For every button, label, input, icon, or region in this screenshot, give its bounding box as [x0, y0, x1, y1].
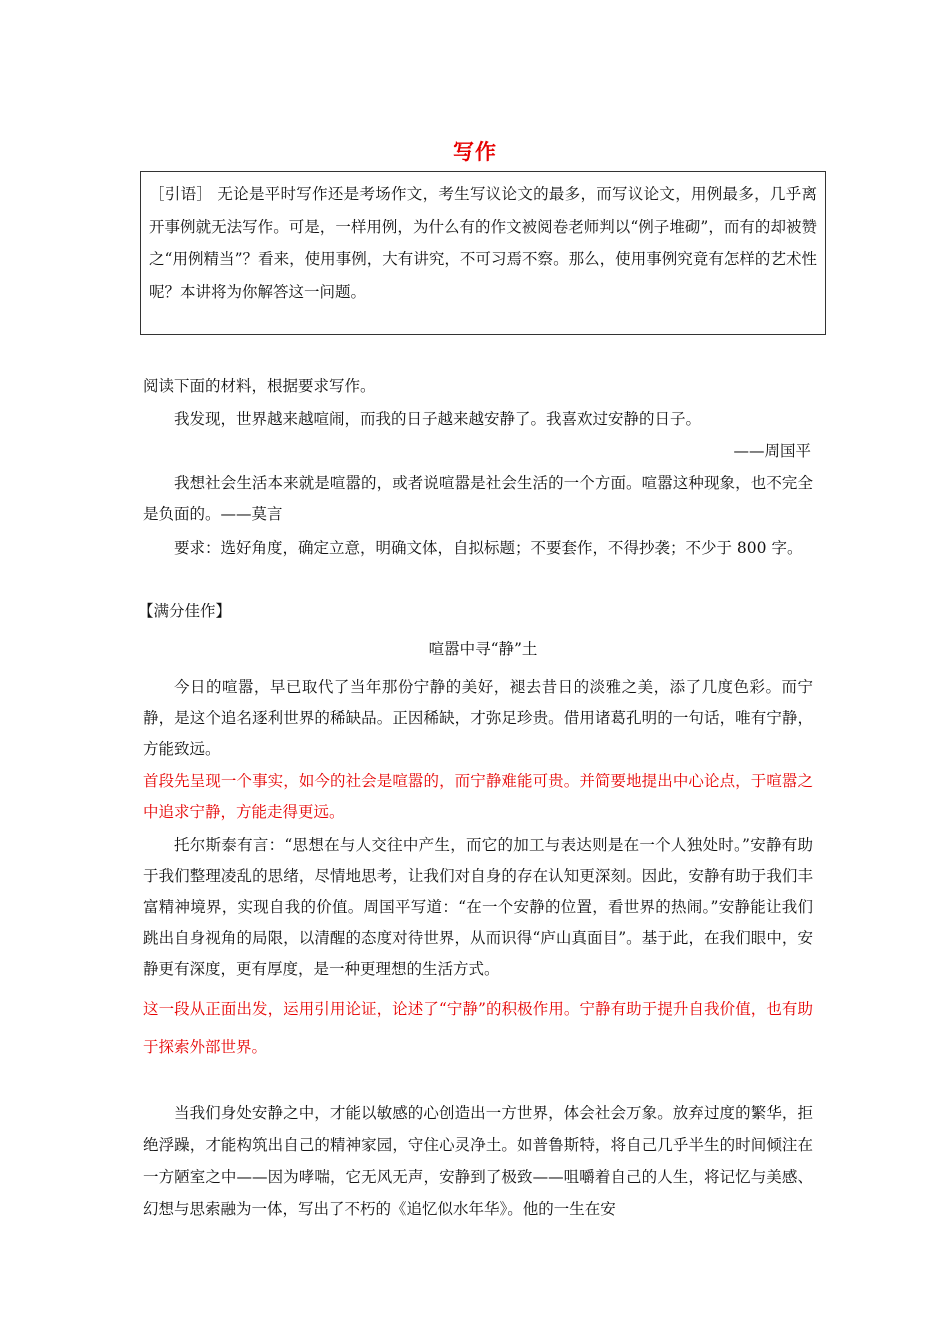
- quote-zhou-guoping: 我发现，世界越来越喧闹，而我的日子越来越安静了。我喜欢过安静的日子。: [174, 410, 702, 428]
- essay-title: 喧嚣中寻“静”土: [428, 640, 538, 658]
- quote-mo-yan: 我想社会生活本来就是喧嚣的，或者说喧嚣是社会生活的一个方面。喧嚣这种现象，也不完全是负面的。——莫言: [143, 474, 813, 523]
- quote-source-zhou-guoping: ——周国平: [733, 442, 811, 460]
- writing-requirement: 要求：选好角度，确定立意，明确文体，自拟标题；不要套作，不得抄袭；不少于 800 字。: [174, 539, 803, 557]
- comment-paragraph-2: 这一段从正面出发，运用引用论证，论述了“宁静”的积极作用。宁静有助于提升自我价值，也有助于探索外部世界。: [143, 1000, 813, 1056]
- intro-box: ［引语］ 无论是平时写作还是考场作文，考生写议论文的最多，而写议论文，用例最多，几乎离开事例就无法写作。可是，一样用例，为什么有的作文被阅卷老师判以“例子堆砌”，而有的却被赞之“用例精当”？看来，使用事例，大有讲究，不可习焉不察。那么，使用事例究竟有怎样的艺术性呢？本讲将为你解答这一问题。: [140, 171, 826, 335]
- task-instruction: 阅读下面的材料，根据要求写作。: [143, 377, 376, 395]
- page-title: 写作: [453, 139, 497, 164]
- section-label: 【满分佳作】: [138, 602, 232, 620]
- essay-paragraph-1: 今日的喧嚣，早已取代了当年那份宁静的美好，褪去昔日的淡雅之美，添了几度色彩。而宁静，是这个追名逐利世界的稀缺品。正因稀缺，才弥足珍贵。借用诸葛孔明的一句话，唯有宁静，方能致远。: [143, 678, 813, 758]
- essay-paragraph-2: 托尔斯泰有言：“思想在与人交往中产生，而它的加工与表达则是在一个人独处时。”安静有助于我们整理凌乱的思绪，尽情地思考，让我们对自身的存在认知更深刻。因此，安静有助于我们丰富精神境界，实现自我的价值。周国平写道：“在一个安静的位置，看世界的热闹。”安静能让我们跳出自身视角的局限，以清醒的态度对待世界，从而识得“庐山真面目”。基于此，在我们眼中，安静更有深度，更有厚度，是一种更理想的生活方式。: [143, 836, 813, 978]
- comment-paragraph-1: 首段先呈现一个事实，如今的社会是喧嚣的，而宁静难能可贵。并简要地提出中心论点，于喧嚣之中追求宁静，方能走得更远。: [143, 772, 813, 821]
- essay-paragraph-3: 当我们身处安静之中，才能以敏感的心创造出一方世界，体会社会万象。放弃过度的繁华，拒绝浮躁，才能构筑出自己的精神家园，守住心灵净土。如普鲁斯特，将自己几乎半生的时间倾注在一方陋室之中——因为哮喘，它无风无声，安静到了极致——咀嚼着自己的人生，将记忆与美感、幻想与思索融为一体，写出了不朽的《追忆似水年华》。他的一生在安: [143, 1104, 813, 1218]
